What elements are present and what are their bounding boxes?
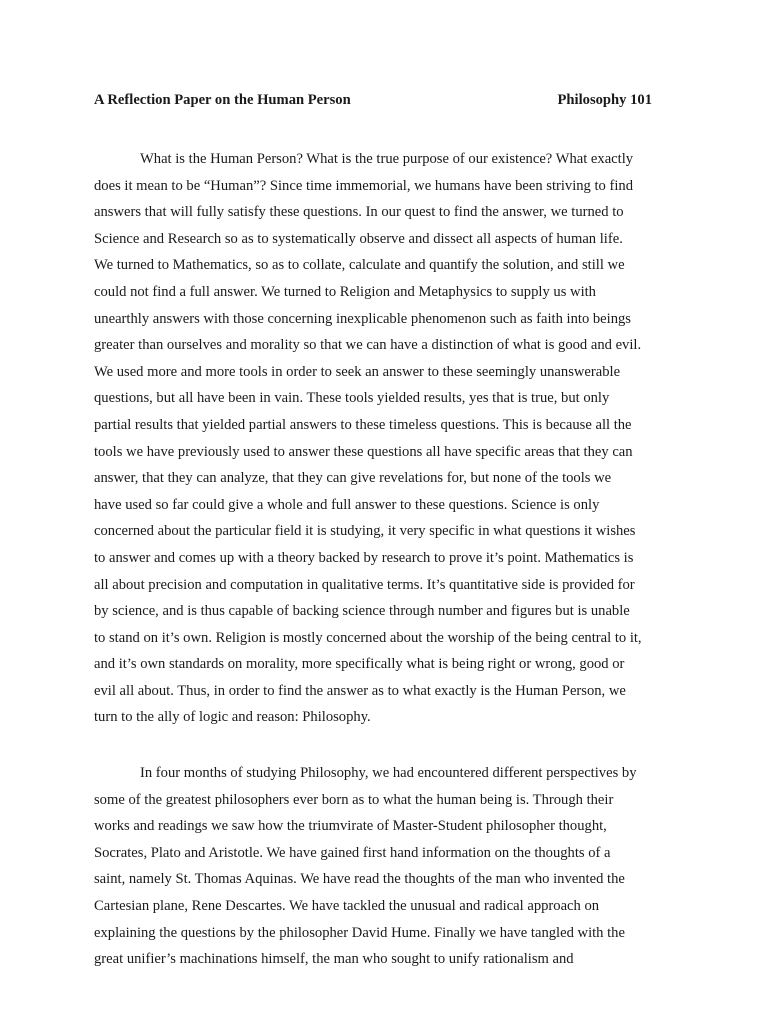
paragraph-line: answers that will fully satisfy these questions. In our quest to find the answer, we turned to (94, 204, 624, 221)
paragraph-line: In four months of studying Philosophy, we had encountered different perspectives by (140, 765, 637, 781)
paragraph-line: great unifier’s machinations himself, the man who sought to unify rationalism and (94, 951, 574, 968)
paragraph-line: We used more and more tools in order to seek an answer to these seemingly unanswerable (94, 363, 621, 380)
paragraph-line: some of the greatest philosophers ever born as to what the human being is. Through their (94, 791, 614, 808)
paragraph-line: What is the Human Person? What is the true purpose of our existence? What exactly (140, 151, 634, 167)
paragraph-line: explaining the questions by the philosopher David Hume. Finally we have tangled with the (94, 924, 625, 941)
paragraph-line: concerned about the particular field it is studying, it very specific in what questions it wishes (94, 523, 636, 540)
paragraph-line: Science and Research so as to systematically observe and dissect all aspects of human life. (94, 230, 623, 247)
paper-title: A Reflection Paper on the Human Person (94, 92, 351, 108)
paragraph-line: greater than ourselves and morality so that we can have a distinction of what is good and evil. (94, 337, 642, 354)
paragraph-line: Cartesian plane, Rene Descartes. We have tackled the unusual and radical approach on (94, 897, 600, 914)
paragraph-line: all about precision and computation in qualitative terms. It’s quantitative side is provided for (94, 576, 635, 593)
paragraph-line: turn to the ally of logic and reason: Philosophy. (94, 709, 371, 726)
paragraph-line: to stand on it’s own. Religion is mostly concerned about the worship of the being central to it, (94, 629, 642, 646)
paragraph-line: could not find a full answer. We turned to Religion and Metaphysics to supply us with (94, 283, 596, 300)
paragraph-1 (94, 146, 674, 731)
paragraph-line: to answer and comes up with a theory backed by research to prove it’s point. Mathematics is (94, 549, 634, 566)
paragraph-line: partial results that yielded partial answers to these timeless questions. This is because all the (94, 416, 632, 433)
paragraph-line: We turned to Mathematics, so as to collate, calculate and quantify the solution, and still we (94, 257, 625, 274)
paragraph-line: answer, that they can analyze, that they can give revelations for, but none of the tools we (94, 470, 612, 487)
course-name: Philosophy 101 (557, 92, 652, 108)
paragraph-line: does it mean to be “Human”? Since time immemorial, we humans have been striving to find (94, 177, 634, 194)
paragraph-line: evil all about. Thus, in order to find the answer as to what exactly is the Human Person, we (94, 682, 626, 699)
paragraph-line: works and readings we saw how the triumvirate of Master-Student philosopher thought, (94, 818, 607, 835)
paragraph-line: Socrates, Plato and Aristotle. We have gained first hand information on the thoughts of a (94, 844, 611, 861)
document-header (94, 92, 660, 114)
paragraph-line: tools we have previously used to answer these questions all have specific areas that they can (94, 443, 633, 460)
paragraph-line: unearthly answers with those concerning inexplicable phenomenon such as faith into beings (94, 310, 631, 327)
paragraph-line: have used so far could give a whole and full answer to these questions. Science is only (94, 496, 600, 513)
paragraph-2 (94, 760, 674, 973)
paragraph-line: questions, but all have been in vain. These tools yielded results, yes that is true, but only (94, 390, 610, 407)
paragraph-line: and it’s own standards on morality, more specifically what is being right or wrong, good or (94, 656, 625, 673)
paragraph-line: by science, and is thus capable of backing science through number and figures but is unable (94, 603, 630, 620)
paragraph-line: saint, namely St. Thomas Aquinas. We have read the thoughts of the man who invented the (94, 871, 625, 888)
